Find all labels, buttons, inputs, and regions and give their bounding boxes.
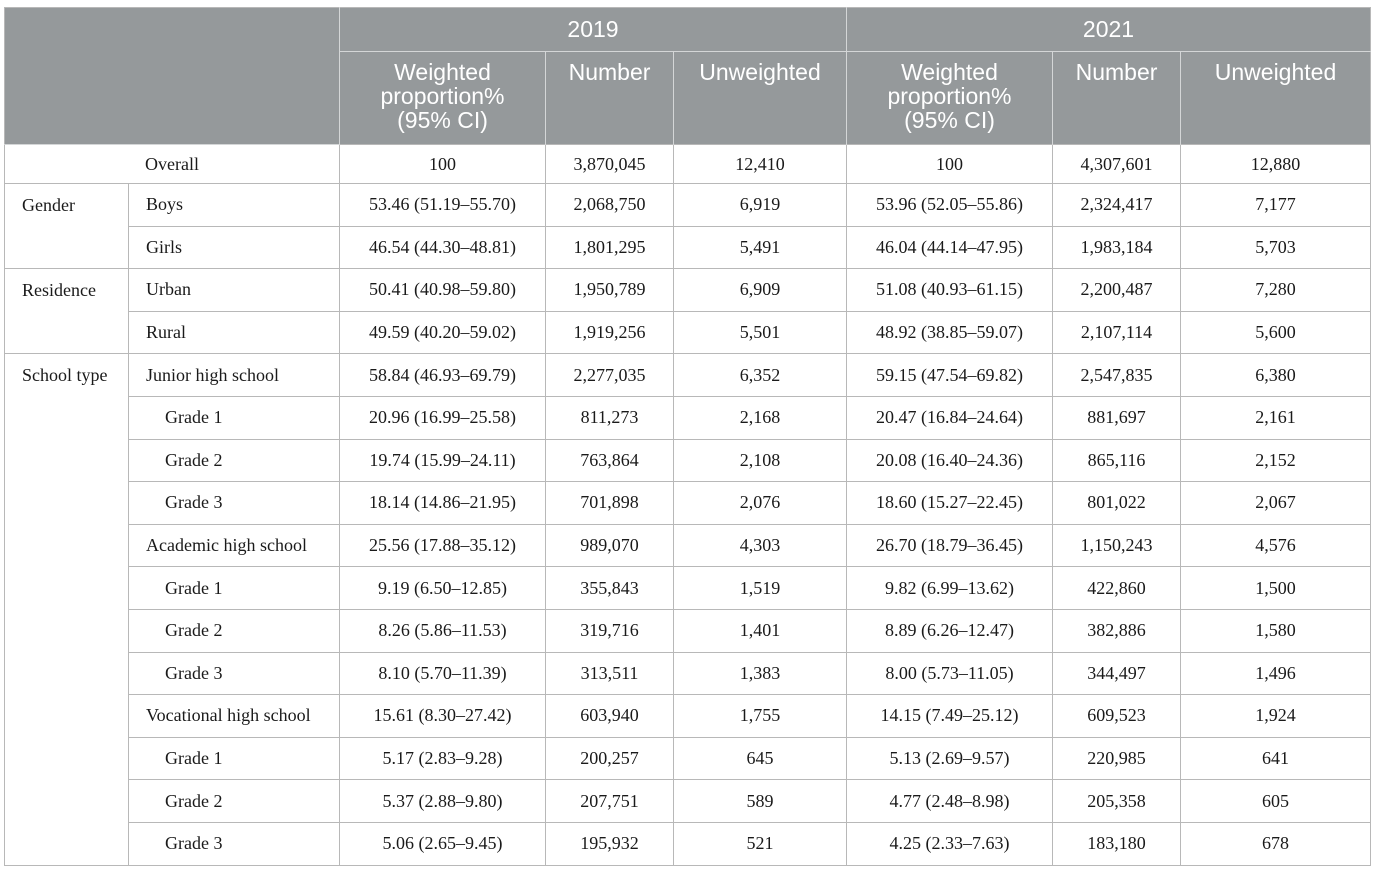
table-cell: 1,150,243 (1053, 524, 1181, 567)
table-cell: 7,280 (1181, 269, 1371, 312)
table-cell: 678 (1181, 822, 1371, 865)
table-cell: 5.06 (2.65–9.45) (340, 822, 546, 865)
table-cell: 195,932 (546, 822, 674, 865)
table-cell: 9.19 (6.50–12.85) (340, 567, 546, 610)
table-cell: 15.61 (8.30–27.42) (340, 695, 546, 738)
row-label: Grade 1 (129, 567, 340, 610)
table-cell: 4,307,601 (1053, 145, 1181, 184)
table-cell: 59.15 (47.54–69.82) (847, 354, 1053, 397)
table-cell: 8.10 (5.70–11.39) (340, 652, 546, 695)
table-cell: 183,180 (1053, 822, 1181, 865)
table-cell: 645 (674, 737, 847, 780)
table-row (5, 311, 1371, 354)
table-cell: 18.60 (15.27–22.45) (847, 482, 1053, 525)
table-body (5, 145, 1371, 866)
row-label: Grade 3 (129, 482, 340, 525)
table-cell: 5.17 (2.83–9.28) (340, 737, 546, 780)
table-cell: 763,864 (546, 439, 674, 482)
table-cell: 9.82 (6.99–13.62) (847, 567, 1053, 610)
table-cell: 2,277,035 (546, 354, 674, 397)
data-table (4, 7, 1371, 866)
table-cell: 609,523 (1053, 695, 1181, 738)
table-cell: 3,870,045 (546, 145, 674, 184)
row-label: Girls (129, 226, 340, 269)
header-number-2021: Number (1053, 52, 1181, 145)
table-cell: 200,257 (546, 737, 674, 780)
table-cell: 14.15 (7.49–25.12) (847, 695, 1053, 738)
table-cell: 865,116 (1053, 439, 1181, 482)
table-cell: 4,576 (1181, 524, 1371, 567)
table-cell: 7,177 (1181, 184, 1371, 227)
table-row (5, 780, 1371, 823)
table-cell: 53.46 (51.19–55.70) (340, 184, 546, 227)
table-cell: 8.26 (5.86–11.53) (340, 609, 546, 652)
table-cell: 18.14 (14.86–21.95) (340, 482, 546, 525)
table-row (5, 354, 1371, 397)
table-row (5, 396, 1371, 439)
table-cell: 25.56 (17.88–35.12) (340, 524, 546, 567)
table-cell: 20.96 (16.99–25.58) (340, 396, 546, 439)
table-cell: 2,324,417 (1053, 184, 1181, 227)
header-corner-cell (5, 8, 340, 145)
table-cell: 2,067 (1181, 482, 1371, 525)
table-cell: 51.08 (40.93–61.15) (847, 269, 1053, 312)
table-cell: 2,108 (674, 439, 847, 482)
table-cell: 1,924 (1181, 695, 1371, 738)
row-label: Grade 2 (129, 439, 340, 482)
table-row (5, 524, 1371, 567)
table-row (5, 567, 1371, 610)
table-cell: 1,919,256 (546, 311, 674, 354)
table-cell: 881,697 (1053, 396, 1181, 439)
table-cell: 4.77 (2.48–8.98) (847, 780, 1053, 823)
table-cell: 20.08 (16.40–24.36) (847, 439, 1053, 482)
table-cell: 1,755 (674, 695, 847, 738)
row-label: Urban (129, 269, 340, 312)
table-row (5, 609, 1371, 652)
header-year-2019: 2019 (340, 8, 847, 52)
table-cell: 4,303 (674, 524, 847, 567)
table-cell: 2,161 (1181, 396, 1371, 439)
row-label: Academic high school (129, 524, 340, 567)
table-cell: 12,880 (1181, 145, 1371, 184)
table-cell: 989,070 (546, 524, 674, 567)
table-cell: 1,383 (674, 652, 847, 695)
table-cell: 605 (1181, 780, 1371, 823)
table-cell: 5,491 (674, 226, 847, 269)
group-label: Gender (5, 184, 129, 269)
table-cell: 1,580 (1181, 609, 1371, 652)
table-cell: 205,358 (1053, 780, 1181, 823)
table-cell: 53.96 (52.05–55.86) (847, 184, 1053, 227)
table-cell: 4.25 (2.33–7.63) (847, 822, 1053, 865)
table-cell: 26.70 (18.79–36.45) (847, 524, 1053, 567)
table-cell: 1,983,184 (1053, 226, 1181, 269)
table-row (5, 269, 1371, 312)
table-cell: 2,152 (1181, 439, 1371, 482)
header-number-2019: Number (546, 52, 674, 145)
row-label: Rural (129, 311, 340, 354)
table-cell: 5,703 (1181, 226, 1371, 269)
table-cell: 641 (1181, 737, 1371, 780)
table-cell: 50.41 (40.98–59.80) (340, 269, 546, 312)
table-cell: 521 (674, 822, 847, 865)
row-label: Vocational high school (129, 695, 340, 738)
table-cell: 20.47 (16.84–24.64) (847, 396, 1053, 439)
header-year-row (5, 8, 1371, 52)
table-cell: 2,168 (674, 396, 847, 439)
table-cell: 8.89 (6.26–12.47) (847, 609, 1053, 652)
row-label-overall: Overall (5, 145, 340, 184)
table-cell: 2,107,114 (1053, 311, 1181, 354)
table-cell: 1,950,789 (546, 269, 674, 312)
table-cell: 207,751 (546, 780, 674, 823)
table-cell: 1,496 (1181, 652, 1371, 695)
table-row (5, 695, 1371, 738)
table-cell: 355,843 (546, 567, 674, 610)
header-unweighted-2021: Unweighted (1181, 52, 1371, 145)
table-cell: 589 (674, 780, 847, 823)
table-cell: 319,716 (546, 609, 674, 652)
row-label: Grade 3 (129, 822, 340, 865)
table-cell: 19.74 (15.99–24.11) (340, 439, 546, 482)
table-header (5, 8, 1371, 145)
table-cell: 6,919 (674, 184, 847, 227)
row-label: Boys (129, 184, 340, 227)
group-label: Residence (5, 269, 129, 354)
row-label: Grade 2 (129, 609, 340, 652)
table-cell: 1,519 (674, 567, 847, 610)
table-cell: 100 (340, 145, 546, 184)
table-cell: 12,410 (674, 145, 847, 184)
row-label: Grade 1 (129, 396, 340, 439)
header-weighted-proportion-2019: Weighted proportion% (95% CI) (340, 52, 546, 145)
row-label: Grade 2 (129, 780, 340, 823)
table-cell: 8.00 (5.73–11.05) (847, 652, 1053, 695)
table-cell: 6,352 (674, 354, 847, 397)
header-year-2021: 2021 (847, 8, 1371, 52)
table-row (5, 737, 1371, 780)
table-row (5, 822, 1371, 865)
table-row-overall (5, 145, 1371, 184)
table-row (5, 439, 1371, 482)
table-cell: 801,022 (1053, 482, 1181, 525)
table-cell: 382,886 (1053, 609, 1181, 652)
table-cell: 701,898 (546, 482, 674, 525)
table-cell: 344,497 (1053, 652, 1181, 695)
table-cell: 2,547,835 (1053, 354, 1181, 397)
table-row (5, 482, 1371, 525)
table-cell: 100 (847, 145, 1053, 184)
table-cell: 313,511 (546, 652, 674, 695)
row-label: Junior high school (129, 354, 340, 397)
row-label: Grade 1 (129, 737, 340, 780)
table-cell: 46.54 (44.30–48.81) (340, 226, 546, 269)
table-cell: 2,076 (674, 482, 847, 525)
table-cell: 220,985 (1053, 737, 1181, 780)
table-cell: 6,380 (1181, 354, 1371, 397)
table-cell: 1,500 (1181, 567, 1371, 610)
table-cell: 603,940 (546, 695, 674, 738)
table-cell: 5.13 (2.69–9.57) (847, 737, 1053, 780)
table-cell: 48.92 (38.85–59.07) (847, 311, 1053, 354)
table-cell: 5.37 (2.88–9.80) (340, 780, 546, 823)
group-label: School type (5, 354, 129, 865)
table-cell: 6,909 (674, 269, 847, 312)
row-label: Grade 3 (129, 652, 340, 695)
table-cell: 811,273 (546, 396, 674, 439)
table-row (5, 652, 1371, 695)
table-cell: 5,501 (674, 311, 847, 354)
table-cell: 2,068,750 (546, 184, 674, 227)
table-cell: 5,600 (1181, 311, 1371, 354)
table-cell: 2,200,487 (1053, 269, 1181, 312)
table-cell: 422,860 (1053, 567, 1181, 610)
header-weighted-proportion-2021: Weighted proportion% (95% CI) (847, 52, 1053, 145)
table-cell: 46.04 (44.14–47.95) (847, 226, 1053, 269)
table-row (5, 184, 1371, 227)
table-row (5, 226, 1371, 269)
data-table-container (4, 7, 1370, 866)
header-unweighted-2019: Unweighted (674, 52, 847, 145)
table-cell: 49.59 (40.20–59.02) (340, 311, 546, 354)
table-cell: 1,801,295 (546, 226, 674, 269)
table-cell: 58.84 (46.93–69.79) (340, 354, 546, 397)
table-cell: 1,401 (674, 609, 847, 652)
